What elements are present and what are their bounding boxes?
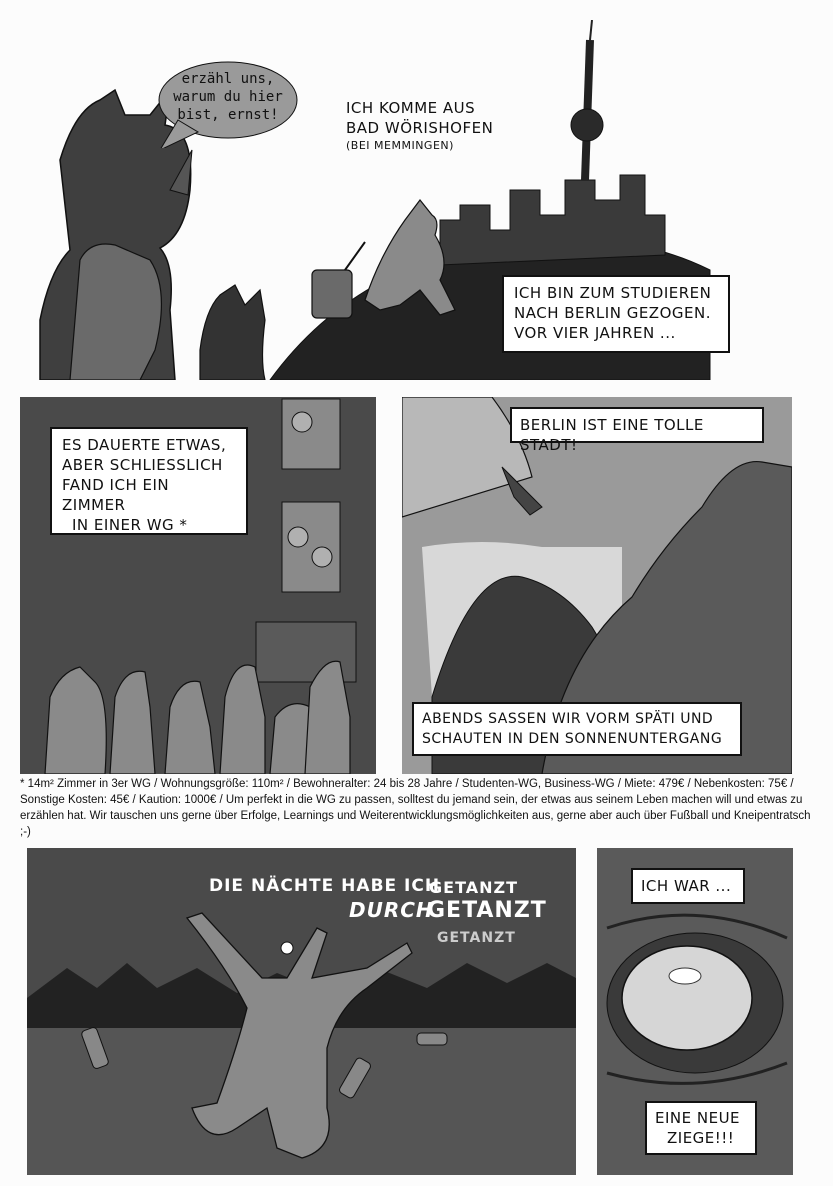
nights-text: DIE NÄCHTE HABE ICH	[209, 876, 441, 896]
apartment-window	[282, 502, 340, 592]
box-line: ES DAUERTE ETWAS,	[62, 436, 227, 454]
bottle	[417, 1033, 447, 1045]
speech-line: bist, ernst!	[177, 107, 279, 123]
getanzt-top: GETANZT	[429, 878, 519, 897]
box-line: BERLIN IST EINE TOLLE STADT!	[520, 416, 704, 454]
trolley-suitcase	[312, 270, 352, 318]
tolle-stadt-box	[510, 407, 764, 454]
berlin-skyline	[440, 175, 665, 265]
box-line: ICH BIN ZUM STUDIEREN	[514, 284, 712, 302]
wg-footnote: * 14m² Zimmer in 3er WG / Wohnungsgröße: 110m² / Bewohneralter: 24 bis 28 Jahre / Studenten-WG, Business-WG / Miete: 479€ / Nebenkosten: 75€ / Sonstige Kosten: 45€ / Kaution: 1000€ / Um perfekt in die WG zu passen, solltest du jemand sein, der etwas aus seinem Leben machen will und etwas zu erzählen hat. Wir tauschen uns gerne über Erfolge, Learnings und Weiterentwicklungsmöglichkeiten aus, gerne aber auch über Fußball und Kneipentratsch ;-)	[20, 778, 811, 838]
speech-line: erzähl uns,	[181, 71, 275, 87]
speech-line: warum du hier	[173, 89, 283, 105]
box-line: VOR VIER JAHREN ...	[514, 324, 676, 342]
box-line: NACH BERLIN GEZOGEN.	[514, 304, 711, 322]
box-line: ABER SCHLIESSLICH	[62, 456, 223, 474]
box-line: FAND ICH EIN ZIMMER	[62, 476, 170, 514]
origin-caption	[346, 98, 493, 154]
found-room-box	[50, 427, 248, 535]
neue-ziege-box	[645, 1101, 757, 1155]
box-line: SCHAUTEN IN DEN SONNENUNTERGANG	[422, 731, 723, 747]
goat-listener-figure	[200, 285, 265, 380]
box-line: ABENDS SASSEN WIR VORM SPÄTI UND	[422, 711, 714, 727]
caption-small: (BEI MEMMINGEN)	[346, 139, 454, 152]
box-line: ZIEGE!!!	[667, 1129, 735, 1147]
panel-4	[27, 848, 576, 1175]
speech-bubble	[158, 60, 298, 140]
box-line: EINE NEUE	[655, 1109, 741, 1127]
panel-1	[20, 20, 813, 380]
panel-5	[597, 848, 793, 1175]
goat-eye	[622, 946, 752, 1050]
spaeti-sunset-box	[412, 702, 742, 756]
getanzt-mid: GETANZT	[427, 898, 547, 923]
speech-bubble-text	[158, 70, 298, 124]
goat-ernst-figure	[70, 244, 161, 380]
traveling-goat	[365, 200, 455, 315]
move-to-berlin-box	[502, 275, 730, 353]
getanzt-bottom: GETANZT	[437, 930, 516, 946]
box-line: ICH WAR ...	[641, 877, 732, 895]
durch-text: DURCH	[349, 898, 434, 922]
panel-2	[20, 397, 376, 774]
apartment-window	[282, 399, 340, 469]
box-line: IN EINER WG *	[72, 516, 188, 534]
caption-line: ICH KOMME AUS	[346, 99, 476, 117]
panel-3	[402, 397, 792, 774]
caption-line: BAD WÖRISHOFEN	[346, 119, 494, 137]
ich-war-box	[631, 868, 745, 904]
